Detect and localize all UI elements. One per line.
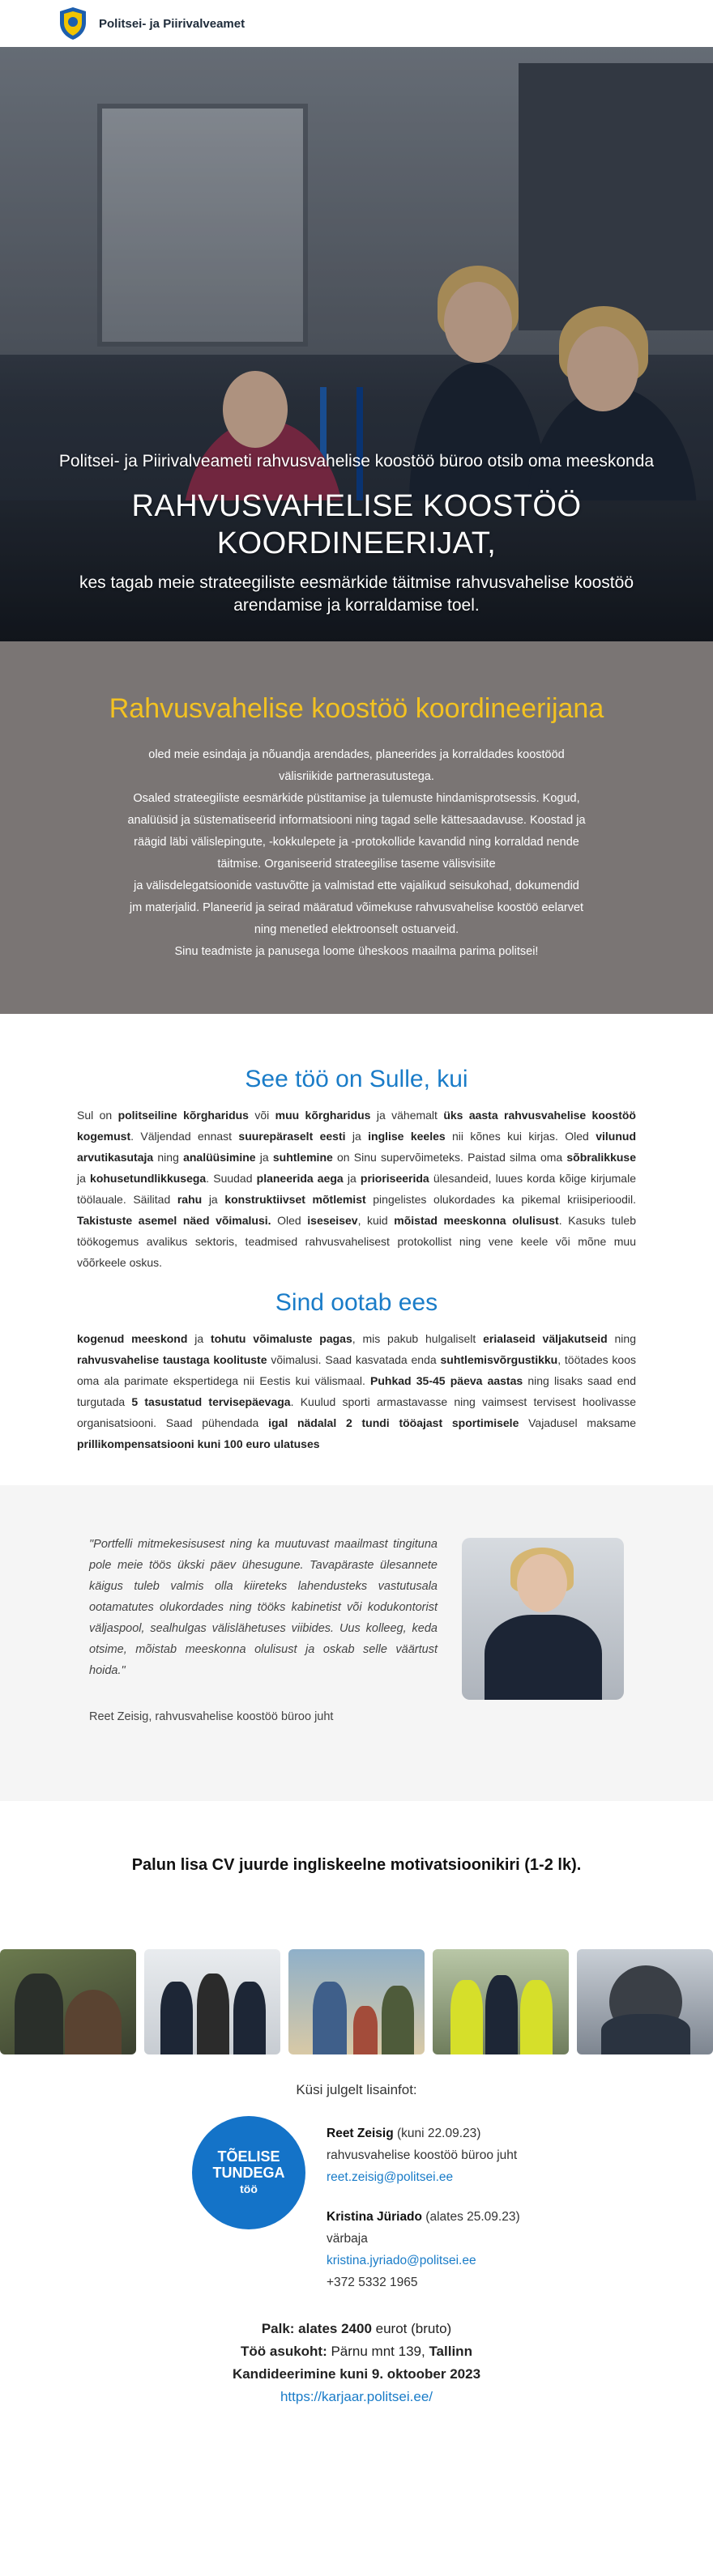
location-label: Töö asukoht: (241, 2344, 327, 2359)
badge-line: TÕELISE (217, 2148, 280, 2165)
contacts-row (0, 2123, 713, 2293)
body-text: ja vähemalt (370, 1109, 444, 1122)
campaign-badge (192, 2116, 305, 2229)
highlighted-text: muu kõrgharidus (275, 1109, 371, 1122)
highlighted-text: sõbralikkuse (566, 1151, 636, 1164)
photo-strip (0, 1949, 713, 2054)
photo-officers-outdoor (433, 1949, 569, 2054)
benefits-title: Sind ootab ees (275, 1289, 438, 1316)
body-text: ja (255, 1151, 273, 1164)
body-text: . Suudad (206, 1172, 257, 1185)
testimonial-text: "Portfelli mitmekesisusest ning ka muutuvast maailmast tingituna pole meie töös ükski päev ühesugune. Tavapäraste ülesannete käigus tuleb valmis olla kiireteks lahendusteks vastutusala ootamatutes olukordades ning tööks kabinetist või kodukontorist väljaspool, sealhulgas välislähetuses viibides. Uus kolleeg, keda otsime, mõistab meeskonna olulisust ja oskab selle väärtust hoida." (89, 1538, 438, 1677)
benefits-section (0, 1273, 713, 1454)
requirements-section (0, 1014, 713, 1273)
testimonial-author: Reet Zeisig, rahvusvahelise koostöö büroo juht (89, 1710, 334, 1723)
highlighted-text: suurepäraselt eesti (238, 1130, 346, 1143)
body-text: Oled (271, 1214, 308, 1227)
hero-subtitle (0, 572, 713, 617)
contact-name: Reet Zeisig (327, 2127, 394, 2140)
body-text: ja (343, 1172, 361, 1185)
photo-officer-with-dog (0, 1949, 136, 2054)
role-intro-line: ning menetled elektroonselt ostuarveid. (254, 923, 459, 936)
hero-title-line: KOORDINEERIJAT, (216, 526, 497, 560)
testimonial-photo (462, 1538, 624, 1700)
role-intro-line: ja välisdelegatsioonide vastuvõtte ja valmistad ette vajalikud seisukohad, dokumendid (134, 879, 579, 892)
highlighted-text: üks aasta rahvusvahelise koostöö kogemust (77, 1109, 636, 1143)
location-address: Pärnu mnt 139, (327, 2344, 429, 2359)
role-intro-line: täitmise. Organiseerid strateegilise taseme välisvisiite (217, 858, 496, 871)
hero-intro: Politsei- ja Piirivalveameti rahvusvahelise koostöö büroo otsib oma meeskonda (58, 452, 655, 470)
role-intro-line: jm materjalid. Planeerid ja seirad määratud võimekuse rahvusvahelise koostöö eelarvet (129, 901, 584, 914)
contact-email-link[interactable]: reet.zeisig@politsei.ee (327, 2170, 454, 2184)
hero-subtitle-line: kes tagab meie strateegiliste eesmärkide täitmise rahvusvahelise koostöö (79, 573, 634, 592)
highlighted-text: Takistuste asemel näed võimalusi. (77, 1214, 271, 1227)
contacts-section (0, 2082, 713, 2408)
highlighted-text: konstruktiivset mõtlemist (224, 1193, 366, 1206)
highlighted-text: Puhkad 35-45 päeva aastas (370, 1374, 523, 1387)
body-text: , mis pakub hulgaliselt (352, 1332, 484, 1345)
highlighted-text: planeerida aega (256, 1172, 344, 1185)
body-text: pingelistes olukordades ka pikemal kriisiperioodil. (365, 1193, 636, 1206)
contact-phone: +372 5332 1965 (327, 2276, 418, 2289)
body-text: Vajadusel maksame (519, 1416, 636, 1429)
body-text: ja (202, 1193, 225, 1206)
career-site-link[interactable]: https://karjaar.politsei.ee/ (280, 2389, 433, 2404)
role-intro-line: Sinu teadmiste ja panusega loome üheskoos maailma parima politsei! (174, 945, 539, 958)
body-text: ning (153, 1151, 184, 1164)
contact-role: rahvusvahelise koostöö büroo juht (327, 2148, 518, 2162)
role-intro-line: räägid läbi välislepingute, -kokkulepete ja -protokollide kavandid ning korraldad nende (134, 836, 579, 849)
contact-card (327, 2206, 521, 2293)
photo-family (288, 1949, 425, 2054)
contact-note: (kuni 22.09.23) (393, 2127, 481, 2140)
role-intro-title: Rahvusvahelise koostöö koordineerijana (109, 693, 604, 724)
contact-email-link[interactable]: kristina.jyriado@politsei.ee (327, 2254, 476, 2267)
body-text: ja (77, 1172, 91, 1185)
highlighted-text: igal nädalal 2 tundi tööajast sportimisele (268, 1416, 519, 1429)
hero-banner (0, 47, 713, 641)
highlighted-text: 5 tasustatud tervisepäevaga (131, 1395, 291, 1408)
body-text: . Väljendad ennast (130, 1130, 239, 1143)
highlighted-text: analüüsimine (183, 1151, 256, 1164)
photo-uniform (485, 1615, 602, 1700)
salary-label: Palk: alates 2400 (261, 2321, 372, 2336)
requirements-title: See töö on Sulle, kui (245, 1066, 468, 1092)
contact-role: värbaja (327, 2232, 368, 2246)
job-facts (0, 2318, 713, 2408)
hero-title (0, 488, 713, 562)
body-text: ja (187, 1332, 211, 1345)
contact-list (327, 2123, 521, 2293)
photo-face (517, 1554, 567, 1612)
location-city: Tallinn (429, 2344, 472, 2359)
hero-text (0, 452, 713, 617)
body-text: ja (345, 1130, 369, 1143)
highlighted-text: kogenud meeskond (77, 1332, 188, 1345)
highlighted-text: prillikompensatsiooni kuni 100 euro ulatuses (77, 1437, 320, 1450)
police-crest-icon[interactable] (58, 6, 88, 40)
benefits-text (77, 1328, 636, 1454)
highlighted-text: tohutu võimaluste pagas (210, 1332, 352, 1345)
role-intro-line: välisriikide partnerasutustega. (279, 770, 434, 783)
contact-note: (alates 25.09.23) (422, 2210, 520, 2224)
highlighted-text: kohusetundlikkusega (90, 1172, 207, 1185)
highlighted-text: iseseisev (307, 1214, 358, 1227)
highlighted-text: vilunud arvutikasutaja (77, 1130, 636, 1164)
application-deadline: Kandideerimine kuni 9. oktoober 2023 (232, 2366, 481, 2382)
photo-team-portrait (144, 1949, 280, 2054)
body-text: nii kõnes kui kirjas. Oled (445, 1130, 596, 1143)
body-text: . Kasuks tuleb töökogemus avalikus sektoris, teadmised rahvusvahelisest protokollist ning vene keele või mõne muu võõrkeele oskus. (77, 1214, 636, 1269)
requirements-text (77, 1105, 636, 1273)
role-intro-line: Osaled strateegiliste eesmärkide püstitamise ja tulemuste hindamisprotsessis. Kogud, (133, 792, 580, 805)
highlighted-text: inglise keeles (368, 1130, 446, 1143)
role-intro-line: analüüsid ja süstematiseerid informatsiooni ning tagad selle kättesaadavuse. Koostad ja (127, 814, 586, 827)
badge-line: töö (240, 2182, 258, 2195)
contact-card (327, 2123, 521, 2188)
highlighted-text: rahu (177, 1193, 203, 1206)
role-intro (0, 641, 713, 1014)
highlighted-text: prioriseerida (360, 1172, 429, 1185)
body-text: võimalusi. Saad kasvatada enda (267, 1353, 441, 1366)
highlighted-text: rahvusvahelise taustaga koolituste (77, 1353, 267, 1366)
badge-line: TUNDEGA (212, 2165, 285, 2181)
body-text: on Sinu supervõimeteks. Paistad silma oma (332, 1151, 567, 1164)
body-text: ning (607, 1332, 636, 1345)
hero-title-line: RAHVUSVAHELISE KOOSTÖÖ (131, 489, 582, 523)
highlighted-text: politseiline kõrgharidus (117, 1109, 249, 1122)
body-text: . Kuulud sporti armastavasse ning vaimsest tervisest hoolivasse organisatsiooni. Saad pühendada (77, 1395, 636, 1429)
highlighted-text: mõistad meeskonna olulisust (394, 1214, 559, 1227)
body-text: või (248, 1109, 275, 1122)
highlighted-text: suhtlemine (272, 1151, 333, 1164)
contact-name: Kristina Jüriado (327, 2210, 422, 2224)
highlighted-text: suhtlemisvõrgustikku (440, 1353, 558, 1366)
role-intro-text (65, 744, 648, 963)
highlighted-text: erialaseid väljakutseid (483, 1332, 608, 1345)
body-text: , töötades koos oma ala parimate ekspertidega nii Eestis kui välismaal. (77, 1353, 637, 1387)
body-text: ning lisaks saad end turgutada (77, 1374, 636, 1408)
brand-name: Politsei- ja Piirivalveamet (99, 16, 245, 31)
photo-pilot (577, 1949, 713, 2054)
testimonial (0, 1485, 713, 1801)
hero-subtitle-line: arendamise ja korraldamise toel. (233, 596, 480, 615)
salary-unit: eurot (bruto) (371, 2321, 452, 2336)
body-text: , kuid (357, 1214, 395, 1227)
site-header (0, 0, 713, 47)
body-text: Sul on (77, 1109, 118, 1122)
role-intro-line: oled meie esindaja ja nõuandja arendades, planeerides ja korraldades koostööd (148, 748, 565, 761)
body-text: ülesandeid, luues korda kõige kirjumale töölauale. Säilitad (77, 1172, 636, 1206)
cv-instruction: Palun lisa CV juurde ingliskeelne motivatsioonikiri (1-2 lk). (131, 1856, 582, 1874)
contacts-heading: Küsi julgelt lisainfot: (296, 2082, 417, 2097)
